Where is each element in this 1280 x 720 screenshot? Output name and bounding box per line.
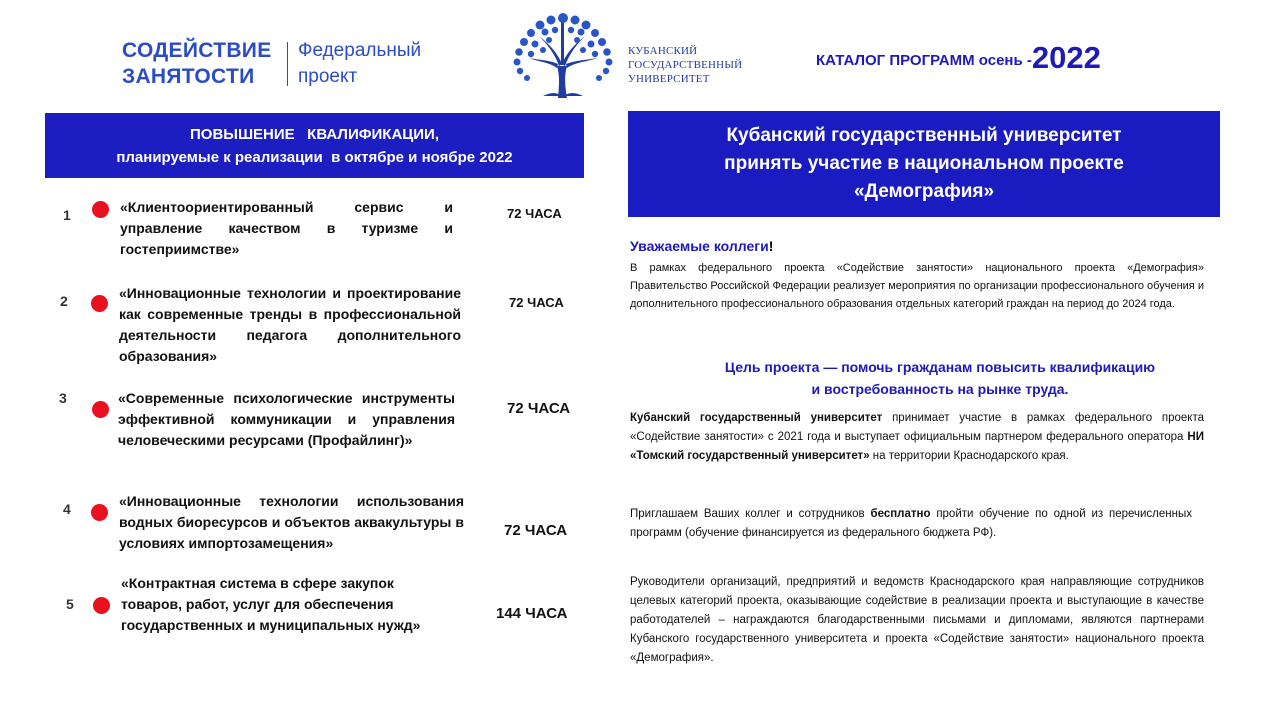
bullet-dot xyxy=(92,201,109,218)
bullet-dot xyxy=(91,504,108,521)
brand-divider xyxy=(287,42,288,86)
program-number: 1 xyxy=(63,207,71,223)
program-title: «Клиентоориентированный сервис и управление качеством в туризме и гостеприимстве» xyxy=(120,199,453,257)
catalog-year: 2022 xyxy=(1031,40,1101,75)
program-title: «Контрактная система в сфере закупок товаров, работ, услуг для обеспечения государственных и муниципальных нужд» xyxy=(121,575,421,633)
left-title-banner: ПОВЫШЕНИЕ КВАЛИФИКАЦИИ, планируемые к реализации в октябре и ноябре 2022 xyxy=(45,113,584,178)
program-number: 3 xyxy=(59,390,67,406)
university-tree-logo xyxy=(503,8,623,100)
right-title-banner: Кубанский государственный университет принять участие в национальном проекте «Демография» xyxy=(628,111,1220,217)
bullet-dot xyxy=(93,597,110,614)
program-number: 4 xyxy=(63,501,71,517)
program-number: 5 xyxy=(66,596,74,612)
partner-paragraph: Кубанский государственный университет принимает участие в рамках федерального проекта «Содействие занятости» с 2021 года и выступает официальным партнером федерального оператора НИ «Томский государственный университет» на территории Краснодарского края. xyxy=(630,412,1204,462)
greeting: Уважаемые коллеги! xyxy=(630,238,774,254)
intro-paragraph: В рамках федерального проекта «Содействие занятости» национального проекта «Демография» Правительство Российской Федерации реализует мероприятия по организации профессионального обучения и дополнительного профессионального образования отдельных категорий граждан на период до 2024 года. xyxy=(630,262,1204,310)
program-hours: 72 ЧАСА xyxy=(509,295,564,310)
project-goal: Цель проекта — помочь гражданам повысить квалификацию и востребованность на рынке труда. xyxy=(724,359,1156,397)
brand-subtitle: Федеральный проект xyxy=(298,40,422,87)
university-name: КУБАНСКИЙ ГОСУДАРСТВЕННЫЙ УНИВЕРСИТЕТ xyxy=(628,45,743,85)
bullet-dot xyxy=(91,295,108,312)
invitation-paragraph: Приглашаем Ваших коллег и сотрудников бесплатно пройти обучение по одной из перечисленных программ (обучение финансируется из федерального бюджета РФ). xyxy=(630,508,1192,539)
program-title: «Современные психологические инструменты эффективной коммуникации и управления человеческими ресурсами (Профайлинг)» xyxy=(118,390,455,448)
catalog-title: КАТАЛОГ ПРОГРАММ осень -2022 xyxy=(816,40,1101,75)
program-hours: 144 ЧАСА xyxy=(496,605,568,622)
program-hours: 72 ЧАСА xyxy=(507,400,571,417)
employers-paragraph: Руководители организаций, предприятий и ведомств Краснодарского края направляющие сотрудников целевых категорий проекта, оказывающие содействие в реализации проекта и выступающие в качестве работодателей – награждаются благодарственными письмами и дипломами, являются партнерами Кубанского государственного университета и проекта «Содействие занятости» национального проекта «Демография». xyxy=(630,576,1204,664)
program-hours: 72 ЧАСА xyxy=(507,206,562,221)
program-hours: 72 ЧАСА xyxy=(504,522,568,539)
program-number: 2 xyxy=(60,293,68,309)
brand-title: СОДЕЙСТВИЕ ЗАНЯТОСТИ xyxy=(122,39,272,88)
program-title: «Инновационные технологии использования водных биоресурсов и объектов аквакультуры в условиях импортозамещения» xyxy=(119,493,464,551)
program-title: «Инновационные технологии и проектирование как современные тренды в профессиональной деятельности педагога дополнительного образования» xyxy=(119,285,461,364)
bullet-dot xyxy=(92,401,109,418)
